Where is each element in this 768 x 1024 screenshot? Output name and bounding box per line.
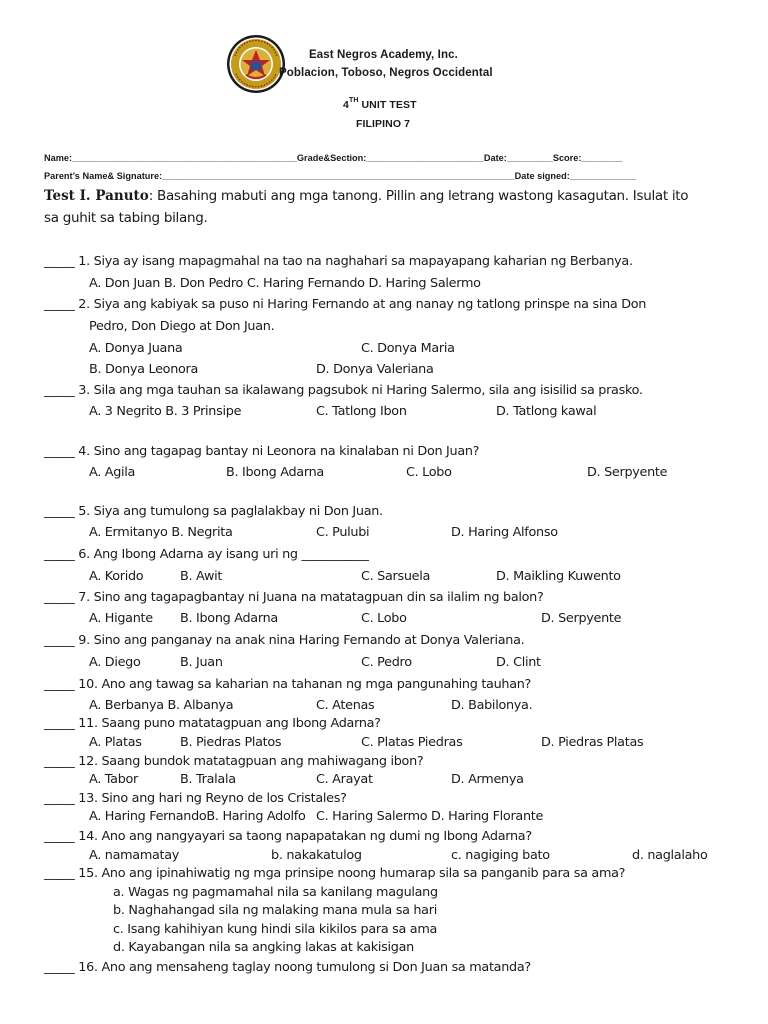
question-2-continued: Pedro, Don Diego at Don Juan. bbox=[89, 319, 275, 334]
choice-6d: D. Maikling Kuwento bbox=[496, 569, 621, 584]
choices-1: A. Don Juan B. Don Pedro C. Haring Fernando D. Haring Salermo bbox=[89, 276, 481, 291]
choice-14b: b. nakakatulog bbox=[271, 848, 362, 863]
instructions-line-1: Test I. Panuto: Basahing mabuti ang mga tanong. Pillin ang letrang wastong kasagutan. Isulat ito bbox=[44, 188, 689, 204]
choice-4d: D. Serpyente bbox=[587, 465, 668, 480]
choice-4a: A. Agila bbox=[89, 465, 136, 480]
subject-title: FILIPINO 7 bbox=[356, 118, 411, 130]
choice-4b: B. Ibong Adarna bbox=[226, 465, 324, 480]
choice-9c: C. Pedro bbox=[361, 655, 412, 670]
question-14: _____ 14. Ano ang nangyayari sa taong napapatakan ng dumi ng Ibong Adarna? bbox=[44, 829, 532, 844]
choice-14c: c. nagiging bato bbox=[451, 848, 550, 863]
instructions-line-2: sa guhit sa tabing bilang. bbox=[44, 210, 208, 226]
choice-11c: C. Platas Piedras bbox=[361, 735, 463, 750]
choice-10ab: A. Berbanya B. Albanya bbox=[89, 698, 234, 713]
question-6: _____ 6. Ang Ibong Adarna ay isang uri ng ___________ bbox=[44, 547, 369, 562]
question-5: _____ 5. Siya ang tumulong sa paglalakbay ni Don Juan. bbox=[44, 504, 383, 519]
choice-3c: C. Tatlong Ibon bbox=[316, 404, 407, 419]
choice-6b: B. Awit bbox=[180, 569, 223, 584]
choice-12b: B. Tralala bbox=[180, 772, 236, 787]
student-info-line: Name:____________________________________________Grade&Section:_______________________Date:_________Score:________ bbox=[44, 153, 623, 163]
question-16: _____ 16. Ano ang mensaheng taglay noong tumulong si Don Juan sa matanda? bbox=[44, 960, 531, 975]
choice-6c: C. Sarsuela bbox=[361, 569, 431, 584]
choice-15a: a. Wagas ng pagmamahal nila sa kanilang magulang bbox=[113, 885, 438, 900]
choice-9a: A. Diego bbox=[89, 655, 141, 670]
choice-14d: d. naglalaho bbox=[632, 848, 708, 863]
choice-7a: A. Higante bbox=[89, 611, 153, 626]
choice-7c: C. Lobo bbox=[361, 611, 407, 626]
question-2: _____ 2. Siya ang kabiyak sa puso ni Haring Fernando at ang nanay ng tatlong prinspe na sina Don bbox=[44, 297, 647, 312]
choice-13ab: A. Haring FernandoB. Haring Adolfo bbox=[89, 809, 306, 824]
school-seal-logo bbox=[226, 34, 286, 94]
choice-2b: B. Donya Leonora bbox=[89, 362, 199, 377]
choice-7b: B. Ibong Adarna bbox=[180, 611, 278, 626]
choice-14a: A. namamatay bbox=[89, 848, 180, 863]
choice-3d: D. Tatlong kawal bbox=[496, 404, 597, 419]
choice-2c: C. Donya Maria bbox=[361, 341, 455, 356]
choice-12c: C. Arayat bbox=[316, 772, 373, 787]
choice-11b: B. Piedras Platos bbox=[180, 735, 282, 750]
question-13: _____ 13. Sino ang hari ng Reyno de los Cristales? bbox=[44, 791, 347, 806]
choice-6a: A. Korido bbox=[89, 569, 144, 584]
parent-signature-line: Parent’s Name& Signature:_____________________________________________________________________Date signed:_____________ bbox=[44, 171, 637, 181]
question-9: _____ 9. Sino ang panganay na anak nina Haring Fernando at Donya Valeriana. bbox=[44, 633, 525, 648]
question-4: _____ 4. Sino ang tagapag bantay ni Leonora na kinalaban ni Don Juan? bbox=[44, 444, 480, 459]
choice-10d: D. Babilonya. bbox=[451, 698, 533, 713]
test-title: Test I. Panuto bbox=[44, 188, 149, 204]
question-3: _____ 3. Sila ang mga tauhan sa ikalawang pagsubok ni Haring Salermo, sila ang isisilid sa prasko. bbox=[44, 383, 643, 398]
choice-7d: D. Serpyente bbox=[541, 611, 622, 626]
choice-9d: D. Clint bbox=[496, 655, 541, 670]
school-address: Poblacion, Toboso, Negros Occidental bbox=[279, 67, 493, 79]
choice-13cd: C. Haring Salermo D. Haring Florante bbox=[316, 809, 544, 824]
question-1: _____ 1. Siya ay isang mapagmahal na tao na naghahari sa mapayapang kaharian ng Berbanya. bbox=[44, 254, 633, 269]
choice-11d: D. Piedras Platas bbox=[541, 735, 644, 750]
choice-15b: b. Naghahangad sila ng malaking mana mula sa hari bbox=[113, 903, 437, 918]
school-name: East Negros Academy, Inc. bbox=[309, 49, 458, 61]
choice-2d: D. Donya Valeriana bbox=[316, 362, 434, 377]
question-11: _____ 11. Saang puno matatagpuan ang Ibong Adarna? bbox=[44, 716, 381, 731]
choice-12d: D. Armenya bbox=[451, 772, 524, 787]
choice-4c: C. Lobo bbox=[406, 465, 452, 480]
choice-5ab: A. Ermitanyo B. Negrita bbox=[89, 525, 233, 540]
choice-12a: A. Tabor bbox=[89, 772, 139, 787]
question-7: _____ 7. Sino ang tagapagbantay ni Juana na matatagpuan din sa ilalim ng balon? bbox=[44, 590, 544, 605]
question-10: _____ 10. Ano ang tawag sa kaharian na tahanan ng mga pangunahing tauhan? bbox=[44, 677, 532, 692]
choice-11a: A. Platas bbox=[89, 735, 142, 750]
question-15: _____ 15. Ano ang ipinahiwatig ng mga prinsipe noong humarap sila sa panganib para sa ama? bbox=[44, 866, 626, 881]
choice-10c: C. Atenas bbox=[316, 698, 375, 713]
choice-15d: d. Kayabangan nila sa angking lakas at kakisigan bbox=[113, 940, 414, 955]
choice-2a: A. Donya Juana bbox=[89, 341, 183, 356]
choice-5d: D. Haring Alfonso bbox=[451, 525, 558, 540]
exam-title: 4TH UNIT TEST bbox=[343, 97, 417, 111]
choice-5c: C. Pulubi bbox=[316, 525, 370, 540]
choice-9b: B. Juan bbox=[180, 655, 223, 670]
choice-3ab: A. 3 Negrito B. 3 Prinsipe bbox=[89, 404, 242, 419]
choice-15c: c. Isang kahihiyan kung hindi sila kikilos para sa ama bbox=[113, 922, 438, 937]
question-12: _____ 12. Saang bundok matatagpuan ang mahiwagang ibon? bbox=[44, 754, 424, 769]
